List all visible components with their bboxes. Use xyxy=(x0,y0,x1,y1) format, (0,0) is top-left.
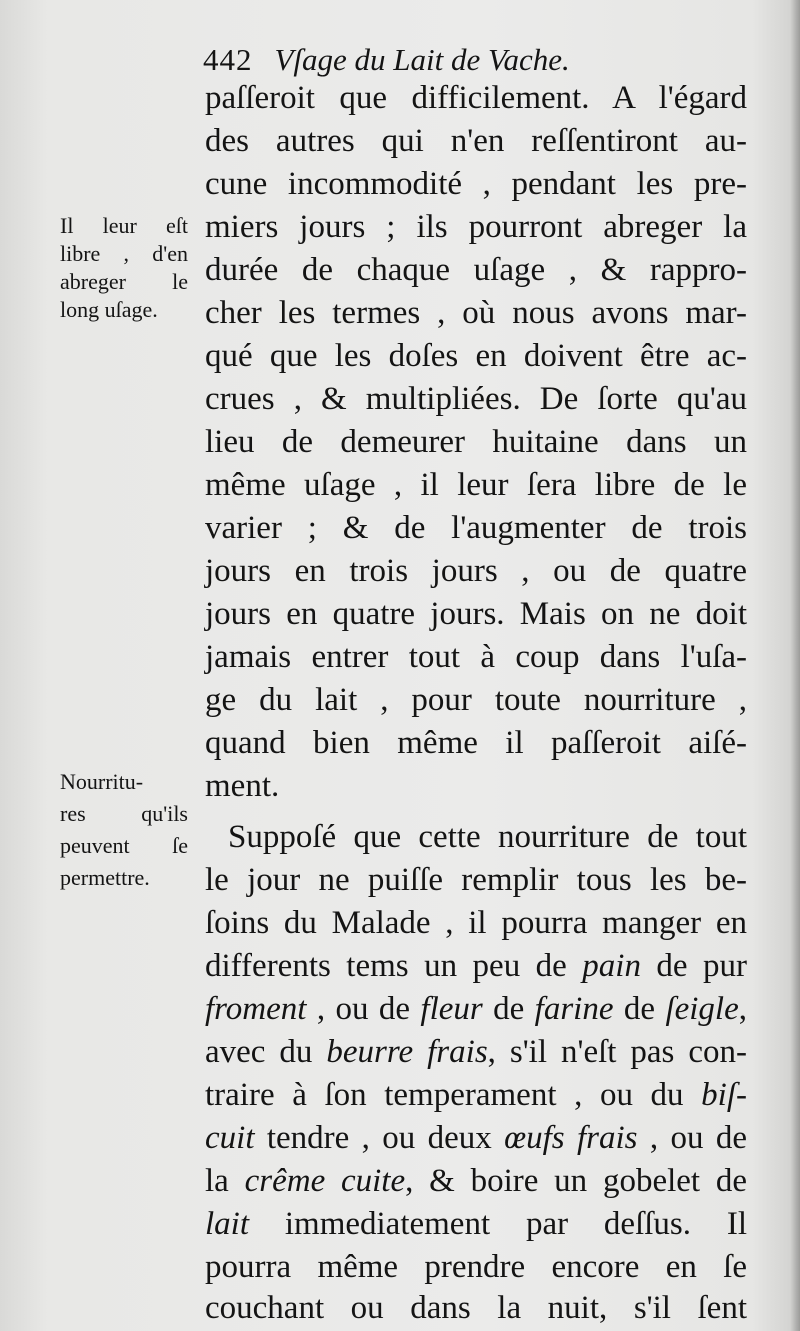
body-text-line xyxy=(205,987,747,1031)
italic-run: beurre frais xyxy=(326,1034,488,1070)
body-text-line: jours en quatre jours. Mais on ne doit xyxy=(205,596,747,632)
text-run: de xyxy=(623,991,656,1027)
margin-note-line: abreger le xyxy=(60,269,188,294)
body-text-line: quand bien même il paſſeroit aiſé- xyxy=(205,725,747,761)
italic-run: froment xyxy=(205,991,307,1027)
body-text-line: ment. xyxy=(205,768,280,804)
text-run: immediatement par deſſus. Il xyxy=(284,1206,748,1242)
body-text-line xyxy=(205,1116,747,1160)
body-text-line: pourra même prendre encore en ſe xyxy=(205,1249,747,1285)
text-run: , s'il n'eſt pas con- xyxy=(487,1034,748,1070)
body-text-line xyxy=(205,1159,747,1203)
italic-run: farine xyxy=(534,991,614,1027)
text-run: , & boire un gobelet de xyxy=(405,1163,748,1199)
text-run: de xyxy=(493,991,525,1027)
body-text-line: crues , & multipliées. De ſorte qu'au xyxy=(205,381,747,417)
italic-run: biſ- xyxy=(701,1077,747,1113)
page-edge-shadow xyxy=(790,0,800,1331)
text-run: tendre , ou deux xyxy=(266,1120,492,1156)
margin-note-line: long uſage. xyxy=(60,297,158,322)
italic-run: ſeigle xyxy=(665,991,739,1027)
margin-note-line: permettre. xyxy=(60,865,150,890)
body-text-line: durée de chaque uſage , & rappro- xyxy=(205,252,747,288)
page-header xyxy=(203,40,570,80)
body-text-line: Suppoſé que cette nourriture de tout xyxy=(228,819,747,855)
text-run: traire à ſon temperament , ou du xyxy=(205,1077,684,1113)
text-run: la xyxy=(205,1163,229,1199)
italic-run: œufs frais xyxy=(504,1120,638,1156)
text-run: differents tems un peu de xyxy=(205,948,567,984)
italic-run: fleur xyxy=(420,991,483,1027)
body-text-line: cher les termes , où nous avons mar- xyxy=(205,295,747,331)
text-run: , xyxy=(738,991,747,1027)
body-text-line xyxy=(205,1073,747,1117)
text-run: avec du xyxy=(205,1034,313,1070)
text-run: , ou de xyxy=(316,991,411,1027)
page-number: 442 xyxy=(203,42,253,77)
margin-note-line: res qu'ils xyxy=(60,801,188,826)
body-text-line: cune incommodité , pendant les pre- xyxy=(205,166,747,202)
italic-run: pain xyxy=(582,948,641,984)
body-text-line: miers jours ; ils pourront abreger la xyxy=(205,209,747,245)
body-text-line: jours en trois jours , ou de quatre xyxy=(205,553,747,589)
body-text-line: lieu de demeurer huitaine dans un xyxy=(205,424,747,460)
text-run: , ou de xyxy=(649,1120,747,1156)
body-text-line xyxy=(205,1030,747,1074)
body-text-line: couchant ou dans la nuit, s'il ſent xyxy=(205,1290,747,1326)
margin-note-line: peuvent ſe xyxy=(60,833,188,858)
body-text-line: des autres qui n'en reſſentiront au- xyxy=(205,123,747,159)
margin-note-line: Nourritu- xyxy=(60,769,144,794)
margin-note-line: Il leur eſt xyxy=(60,213,188,238)
body-text-line: paſſeroit que difficilement. A l'égard xyxy=(205,80,747,116)
italic-run: lait xyxy=(205,1206,250,1242)
body-text-line: même uſage , il leur ſera libre de le xyxy=(205,467,747,503)
body-text-line: le jour ne puiſſe remplir tous les be- xyxy=(205,862,747,898)
body-text-line xyxy=(205,944,747,988)
body-text-line: varier ; & de l'augmenter de trois xyxy=(205,510,747,546)
italic-run: crême cuite xyxy=(244,1163,406,1199)
body-text-line xyxy=(205,1202,747,1246)
running-title: Vſage du Lait de Vache. xyxy=(274,42,570,77)
body-text-line: jamais entrer tout à coup dans l'uſa- xyxy=(205,639,747,675)
text-run: de pur xyxy=(656,948,748,984)
margin-note-line: libre , d'en xyxy=(60,241,188,266)
italic-run: cuit xyxy=(205,1120,255,1156)
body-text-line: qué que les doſes en doivent être ac- xyxy=(205,338,747,374)
body-text-line: ge du lait , pour toute nourriture , xyxy=(205,682,747,718)
body-text-line: ſoins du Malade , il pourra manger en xyxy=(205,905,747,941)
